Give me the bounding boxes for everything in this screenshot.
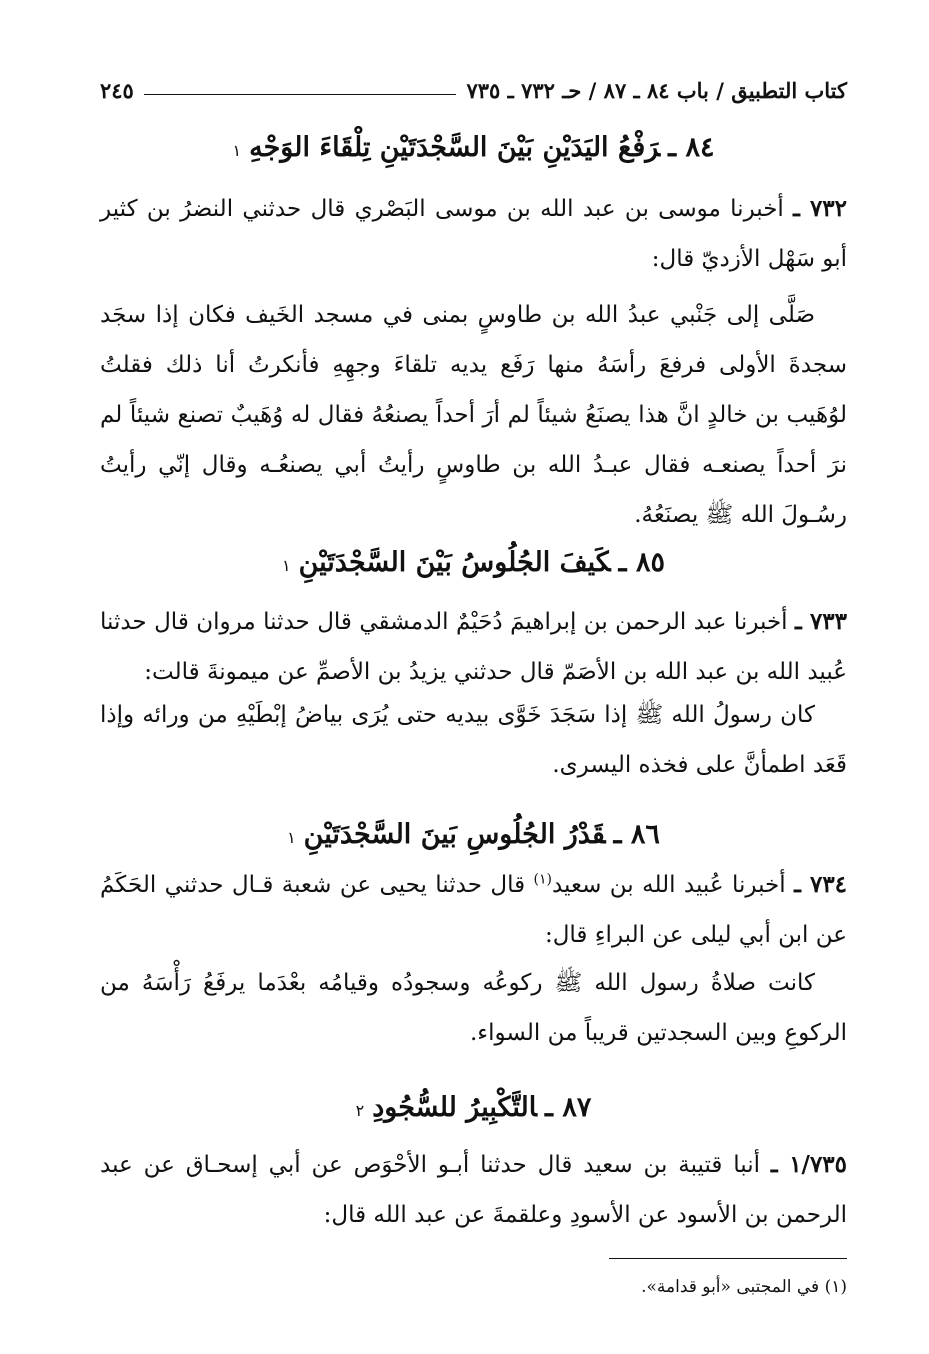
hadith-number: ١/٧٣٥ ـ <box>770 1151 848 1178</box>
chapter-number: ٨٥ ـ <box>618 547 665 578</box>
chapter-number: ٨٤ ـ <box>668 132 715 163</box>
hadith-matn-text: كانت صلاةُ رسول الله ﷺ ركوعُه وسجودُه وقيامُه بعْدَما يرفَعُ رَأْسَهُ من الركوعِ وبين السجدتين قريباً من السواء. <box>100 970 847 1046</box>
chapter-title: قَدْرُ الجُلُوسِ بَينَ السَّجْدَتَيْنِ <box>303 819 606 850</box>
chapter-ref: ٢ <box>355 1101 365 1120</box>
chapter-heading-86 <box>100 815 847 858</box>
chapter-ref: ١ <box>232 141 242 160</box>
hadith-733-isnad <box>100 597 847 697</box>
footnote <box>100 1272 847 1302</box>
hadith-732-matn <box>100 290 847 540</box>
footnote-text: في المجتبى «أبو قدامة». <box>641 1277 820 1297</box>
chapter-title: رَفْعُ اليَدَيْنِ بَيْنَ السَّجْدَتَيْنِ تِلْقَاءَ الوَجْهِ <box>249 132 661 163</box>
hadith-isnad-text: أخبرنا موسى بن عبد الله بن موسى البَصْري قال حدثني النضرُ بن كثير أبو سَهْل الأزديّ قال: <box>100 196 847 272</box>
footnote-rule <box>609 1258 847 1259</box>
footnote-mark[interactable]: (١) <box>533 871 552 888</box>
chapter-ref: ١ <box>282 556 291 575</box>
chapter-number: ٨٦ ـ <box>613 819 660 850</box>
hadith-734-isnad <box>100 860 847 960</box>
chapter-ref: ١ <box>287 828 296 847</box>
hadith-isnad-text-continued: قال حدثنا يحيى عن شعبة قـال حدثني الحَكَمُ عن ابن أبي ليلى عن البراءِ قال: <box>100 872 847 948</box>
chapter-number: ٨٧ ـ <box>545 1092 592 1123</box>
chapter-heading-84 <box>100 128 847 171</box>
chapter-heading-85 <box>100 543 847 586</box>
chapter-title: التَّكْبِيرُ للسُّجُودِ <box>372 1092 538 1123</box>
hadith-735-isnad <box>100 1140 847 1240</box>
hadith-732-isnad <box>100 184 847 284</box>
running-head <box>100 70 847 110</box>
hadith-matn-text: كان رسولُ الله ﷺ إذا سَجَدَ خَوَّى بيديه حتى يُرَى بياضُ إبْطَيْهِ من ورائه وإذا قَعَد اطمأنَّ على فخذه اليسرى. <box>100 702 847 778</box>
hadith-isnad-text: أخبرنا عُبيد الله بن سعيد <box>551 872 786 898</box>
chapter-title: كَيفَ الجُلُوسُ بَيْنَ السَّجْدَتَيْنِ <box>298 547 611 578</box>
hadith-734-matn <box>100 958 847 1058</box>
footnote-mark-label: (١) <box>824 1277 847 1297</box>
running-head-rule <box>144 94 457 95</box>
page-number: ٢٤٥ <box>100 77 134 103</box>
hadith-number: ٧٣٢ ـ <box>793 195 847 222</box>
hadith-733-matn <box>100 690 847 790</box>
running-head-title: كتاب التطبيق / باب ٨٤ ـ ٨٧ / حـ ٧٣٢ ـ ٧٣٥ <box>466 77 847 103</box>
hadith-isnad-text: أخبرنا عبد الرحمن بن إبراهيمَ دُحَيْمٌ الدمشقي قال حدثنا مروان قال حدثنا عُبيد الله بن عبد الله بن الأصَمّ قال حدثني يزيدُ بن الأصمِّ عن ميمونةَ قالت: <box>100 609 847 685</box>
hadith-number: ٧٣٤ ـ <box>794 871 848 898</box>
hadith-isnad-text: أنبا قتيبة بن سعيد قال حدثنا أبـو الأحْوَص عن أبي إسحـاق عن عبد الرحمن بن الأسود عن الأسودِ وعلقمةَ عن عبد الله قال: <box>100 1152 847 1228</box>
hadith-matn-text: صَلَّى إلى جَنْبي عبدُ الله بن طاوسٍ بمنى في مسجد الخَيف فكان إذا سجَد سجدةَ الأولى فرفعَ رأسَهُ منها رَفَع يديه تلقاءَ وجهِهِ فأنكرتُ أنا ذلك فقلتُ لوُهَيب بن خالدٍ انَّ هذا يصنَعُ شيئاً لم أرَ أحداً يصنعُهُ فقال له وُهَيبٌ تصنع شيئاً لم نرَ أحداً يصنعـه فقال عبـدُ الله بن طاوسٍ رأيتُ أبي يصنعُـه وقال إنّي رأيتُ رسُـولَ الله ﷺ يصنَعُهُ. <box>100 302 847 528</box>
chapter-heading-87 <box>100 1088 847 1131</box>
hadith-number: ٧٣٣ ـ <box>795 608 847 635</box>
